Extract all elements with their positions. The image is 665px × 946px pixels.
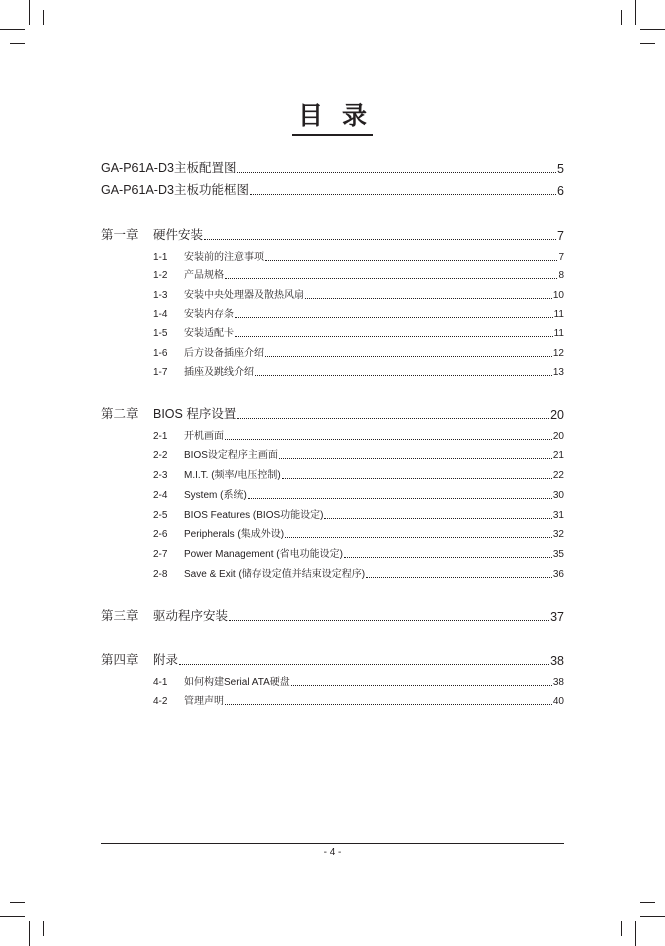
toc-section[interactable] xyxy=(153,326,564,339)
crop-mark xyxy=(0,916,25,917)
section-title: 开机画面 xyxy=(184,431,224,442)
section-title: 后方设备插座介绍 xyxy=(184,348,264,359)
toc-chapter-4[interactable] xyxy=(101,652,564,668)
toc-page-number: 21 xyxy=(552,450,564,461)
section-number: 1-2 xyxy=(153,270,168,281)
dot-leader xyxy=(248,498,552,499)
toc-page-number: 32 xyxy=(552,529,564,540)
section-number: 4-1 xyxy=(153,677,168,688)
toc-page-number: 11 xyxy=(553,309,564,320)
toc-chapter-1[interactable] xyxy=(101,227,564,243)
toc-page-number: 38 xyxy=(552,677,564,688)
toc-section[interactable] xyxy=(153,346,564,359)
chapter-label: 第四章 xyxy=(101,653,139,667)
dot-leader xyxy=(279,458,552,459)
chapter-title: BIOS 程序设置 xyxy=(153,407,237,421)
toc-page-number: 11 xyxy=(553,328,564,339)
chapter-label: 第一章 xyxy=(101,228,139,242)
toc-page-number: 30 xyxy=(552,490,564,501)
section-title: 产品规格 xyxy=(184,270,224,281)
dot-leader xyxy=(255,375,552,376)
dot-leader xyxy=(285,537,552,538)
dot-leader xyxy=(344,557,552,558)
toc-section[interactable] xyxy=(153,567,564,580)
toc-section[interactable] xyxy=(153,508,564,521)
toc-section[interactable] xyxy=(153,288,564,301)
chapter-title: 驱动程序安装 xyxy=(153,609,229,623)
crop-mark xyxy=(621,10,622,25)
toc-page-number: 31 xyxy=(552,510,564,521)
crop-mark xyxy=(621,921,622,936)
toc-page-number: 20 xyxy=(550,408,564,422)
section-number: 4-2 xyxy=(153,696,168,707)
toc-section[interactable] xyxy=(153,448,564,461)
toc-page-number: 38 xyxy=(550,654,564,668)
crop-mark xyxy=(635,921,636,946)
toc-page-number: 5 xyxy=(557,162,564,176)
section-title: System (系统) xyxy=(184,490,247,501)
section-number: 1-5 xyxy=(153,328,168,339)
section-number: 2-8 xyxy=(153,569,168,580)
section-number: 2-2 xyxy=(153,450,168,461)
section-title: M.I.T. (频率/电压控制) xyxy=(184,470,281,481)
toc-entry-block-diagram[interactable] xyxy=(101,182,564,198)
section-number: 1-4 xyxy=(153,309,168,320)
toc-page-number: 7 xyxy=(557,229,564,243)
toc-page-number: 8 xyxy=(558,270,564,281)
toc-entry-title: GA-P61A-D3主板配置图 xyxy=(101,161,237,175)
section-number: 1-3 xyxy=(153,290,168,301)
section-title: Save & Exit (储存设定值并结束设定程序) xyxy=(184,569,366,580)
section-number: 1-7 xyxy=(153,367,168,378)
toc-page-number: 37 xyxy=(550,610,564,624)
toc-page-number: 10 xyxy=(552,290,564,301)
dot-leader xyxy=(366,577,552,578)
dot-leader xyxy=(291,685,552,686)
toc-page-number: 36 xyxy=(552,569,564,580)
crop-mark xyxy=(640,916,665,917)
crop-mark xyxy=(29,0,30,25)
dot-leader xyxy=(324,518,551,519)
toc-entry-title: GA-P61A-D3主板功能框图 xyxy=(101,183,249,197)
chapter-title: 硬件安装 xyxy=(153,228,204,242)
toc-section[interactable] xyxy=(153,365,564,378)
crop-mark xyxy=(640,902,655,903)
dot-leader xyxy=(229,620,549,621)
dot-leader xyxy=(235,317,553,318)
toc-page-number: 13 xyxy=(552,367,564,378)
dot-leader xyxy=(204,239,556,240)
crop-mark xyxy=(635,0,636,25)
toc-section[interactable] xyxy=(153,468,564,481)
chapter-label: 第三章 xyxy=(101,609,139,623)
toc-section[interactable] xyxy=(153,694,564,707)
toc-section[interactable] xyxy=(153,527,564,540)
page-number: - 4 - xyxy=(323,847,342,858)
toc-section[interactable] xyxy=(153,307,564,320)
section-title: 安装内存条 xyxy=(184,309,234,320)
section-title: 安装中央处理器及散热风扇 xyxy=(184,290,304,301)
dot-leader xyxy=(265,260,557,261)
section-title: 管理声明 xyxy=(184,696,224,707)
dot-leader xyxy=(237,172,556,173)
footer-divider xyxy=(101,843,564,844)
section-title: BIOS Features (BIOS功能设定) xyxy=(184,510,324,521)
crop-mark xyxy=(640,29,665,30)
section-title: Power Management (省电功能设定) xyxy=(184,549,343,560)
section-title: 安装适配卡 xyxy=(184,328,234,339)
dot-leader xyxy=(225,278,557,279)
crop-mark xyxy=(640,43,655,44)
dot-leader xyxy=(250,194,556,195)
dot-leader xyxy=(305,298,552,299)
toc-chapter-2[interactable] xyxy=(101,406,564,422)
chapter-title: 附录 xyxy=(153,653,179,667)
page-title: 目 录 xyxy=(0,96,665,132)
section-number: 1-1 xyxy=(153,252,168,263)
toc-page-number: 22 xyxy=(552,470,564,481)
section-number: 2-5 xyxy=(153,510,168,521)
dot-leader xyxy=(179,664,549,665)
toc-page-number: 6 xyxy=(557,184,564,198)
toc-section[interactable] xyxy=(153,675,564,688)
section-title: 插座及跳线介绍 xyxy=(184,367,254,378)
section-title: BIOS设定程序主画面 xyxy=(184,450,278,461)
toc-section[interactable] xyxy=(153,429,564,442)
dot-leader xyxy=(235,336,553,337)
dot-leader xyxy=(265,356,552,357)
crop-mark xyxy=(43,921,44,936)
section-number: 1-6 xyxy=(153,348,168,359)
toc-section[interactable] xyxy=(153,488,564,501)
toc-entry-board-layout[interactable] xyxy=(101,160,564,176)
toc-page-number: 12 xyxy=(552,348,564,359)
section-number: 2-1 xyxy=(153,431,168,442)
crop-mark xyxy=(0,29,25,30)
crop-mark xyxy=(29,921,30,946)
section-title: 安装前的注意事项 xyxy=(184,252,264,263)
toc-page-number: 20 xyxy=(552,431,564,442)
toc-section[interactable] xyxy=(153,547,564,560)
toc-page-number: 40 xyxy=(552,696,564,707)
crop-mark xyxy=(10,43,25,44)
dot-leader xyxy=(282,478,552,479)
toc-section[interactable] xyxy=(153,268,564,281)
section-title: 如何构建Serial ATA硬盘 xyxy=(184,677,290,688)
chapter-label: 第二章 xyxy=(101,407,139,421)
section-number: 2-6 xyxy=(153,529,168,540)
toc-page-number: 35 xyxy=(552,549,564,560)
crop-mark xyxy=(43,10,44,25)
toc-page-number: 7 xyxy=(558,252,564,263)
crop-mark xyxy=(10,902,25,903)
dot-leader xyxy=(225,704,552,705)
toc-section[interactable] xyxy=(153,250,564,263)
toc-chapter-3[interactable] xyxy=(101,608,564,624)
section-title: Peripherals (集成外设) xyxy=(184,529,285,540)
section-number: 2-7 xyxy=(153,549,168,560)
section-number: 2-3 xyxy=(153,470,168,481)
dot-leader xyxy=(237,418,549,419)
dot-leader xyxy=(225,439,552,440)
section-number: 2-4 xyxy=(153,490,168,501)
